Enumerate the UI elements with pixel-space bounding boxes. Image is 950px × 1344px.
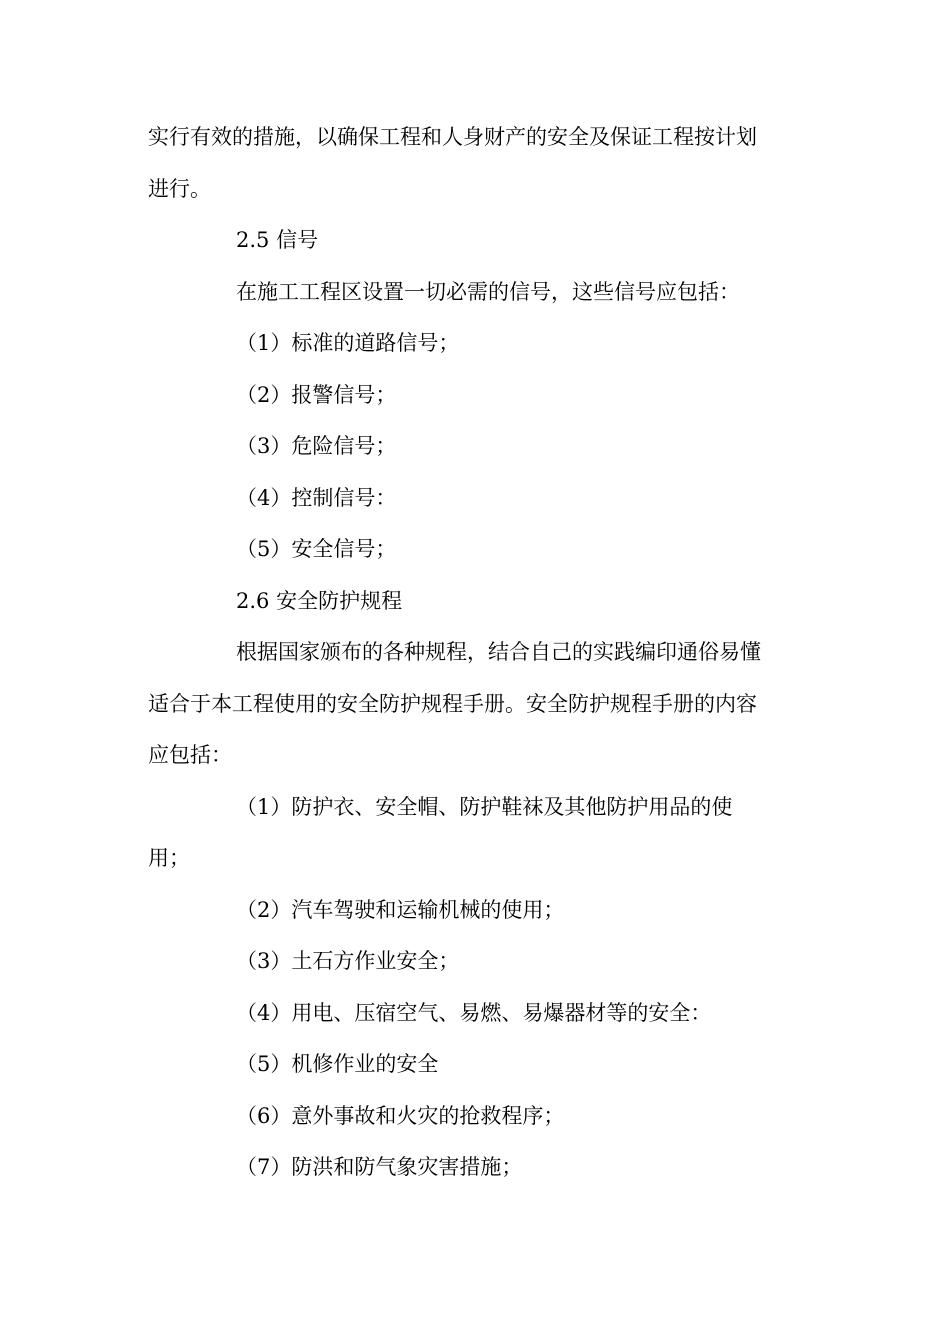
paragraph-line: 应包括：: [148, 743, 232, 767]
paragraph-line: 适合于本工程使用的安全防护规程手册。安全防护规程手册的内容: [148, 691, 757, 716]
list-item: （4）控制信号：: [236, 485, 397, 510]
paragraph-line: 进行。: [148, 176, 211, 201]
list-item: （3）危险信号；: [236, 434, 397, 458]
paragraph-line: 根据国家颁布的各种规程，结合自己的实践编印通俗易懂: [236, 640, 761, 664]
list-item: （2）报警信号；: [236, 382, 397, 407]
list-item-continuation: 用；: [148, 846, 190, 870]
paragraph-line: 在施工工程区设置一切必需的信号，这些信号应包括：: [236, 279, 740, 304]
list-item: （5）安全信号；: [236, 537, 397, 561]
list-item: （7）防洪和防气象灾害措施；: [236, 1155, 523, 1179]
list-item: （2）汽车驾驶和运输机械的使用；: [236, 897, 565, 922]
list-item: （5）机修作业的安全: [236, 1052, 439, 1076]
list-item: （3）土石方作业安全；: [236, 949, 460, 973]
list-item: （6）意外事故和火灾的抢救程序；: [236, 1103, 565, 1128]
list-item: （1）防护衣、安全帽、防护鞋袜及其他防护用品的使: [236, 794, 733, 819]
section-heading: 2.6 安全防护规程: [236, 588, 403, 613]
list-item: （1）标准的道路信号；: [236, 331, 460, 355]
paragraph-line: 实行有效的措施，以确保工程和人身财产的安全及保证工程按计划: [148, 125, 757, 149]
section-heading: 2.5 信号: [236, 228, 319, 252]
list-item: （4）用电、压宿空气、易燃、易爆器材等的安全：: [236, 1000, 712, 1025]
document-body: [148, 112, 798, 1194]
